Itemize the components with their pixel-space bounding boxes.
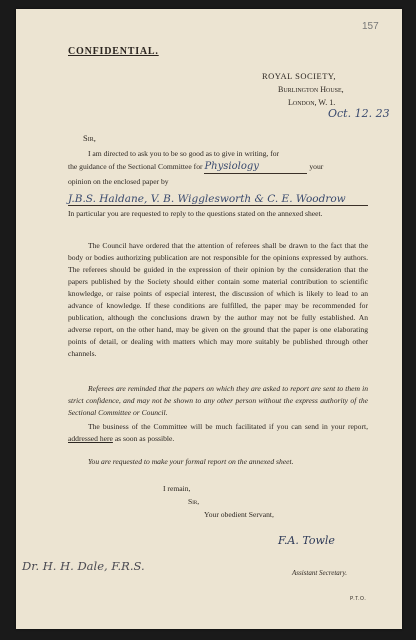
opening-paragraph (68, 148, 368, 188)
addressed-here: addressed here (68, 434, 113, 443)
opening-line-2-end: your (309, 162, 324, 171)
handwritten-date: Oct. 12. 23 (328, 107, 390, 120)
opening-line-3: opinion on the enclosed paper by (68, 177, 169, 186)
referee-notice-text: Referees are reminded that the papers on which they are asked to report are sent to them in strict confidence, and may not be shown to any other person without the express authority of the Sectional Committee or Council. (68, 384, 368, 417)
business-text: The business of the Committee will be much facilitated if you can send in your report, (88, 422, 368, 431)
letter-page (16, 9, 402, 629)
pto-mark: P.T.O. (350, 596, 367, 602)
address-line-2: London, W. 1. (288, 98, 336, 107)
page-number: 157 (362, 21, 379, 32)
closing-servant: Your obedient Servant, (204, 510, 274, 519)
handwritten-authors: J.B.S. Haldane, V. B. Wigglesworth & C. E. Woodrow (68, 193, 368, 206)
council-text: The Council have ordered that the attention of referees shall be drawn to the fact that the body or bodies authorizing publication are not responsible for the opinions expressed by authors. The referees should be guided in the expression of their opinion by the consideration that the papers published by the Society should either contain some material contribution to scientific knowledge, or raise points of especial interest, the discussion of which is likely to lead to an advance of knowledge. If these conditions are fulfilled, the paper may be recommended for publication, although the conclusions drawn by the author may not be fully established. An adverse report, on the other hand, may be given on the ground that the paper is one elaborating points of detail, or dealing with matters which may more suitably be published through other channels. (68, 241, 368, 358)
signer-title: Assistant Secretary. (292, 569, 347, 577)
questions-paragraph (68, 208, 368, 220)
opening-line-2: the guidance of the Sectional Committee for (68, 162, 203, 171)
handwritten-recipient: Dr. H. H. Dale, F.R.S. (22, 559, 145, 573)
business-paragraph (68, 421, 368, 445)
questions-text: In particular you are requested to reply to the questions stated on the annexed sheet. (68, 209, 323, 218)
confidential-heading: CONFIDENTIAL. (68, 46, 159, 57)
handwritten-signature: F.A. Towle (278, 534, 335, 547)
council-paragraph (68, 240, 368, 360)
business-text-end: as soon as possible. (114, 434, 175, 443)
closing-remain: I remain, (163, 484, 191, 493)
formal-report-request: You are requested to make your formal report on the annexed sheet. (88, 457, 294, 466)
society-name: ROYAL SOCIETY, (262, 71, 337, 81)
referee-notice (68, 383, 368, 419)
salutation: Sir, (83, 133, 96, 143)
handwritten-committee: Physiology (204, 161, 307, 174)
closing-sir: Sir, (188, 497, 200, 506)
opening-line-1: I am directed to ask you to be so good as to give in writing, for (88, 149, 280, 158)
address-line-1: Burlington House, (278, 85, 344, 94)
